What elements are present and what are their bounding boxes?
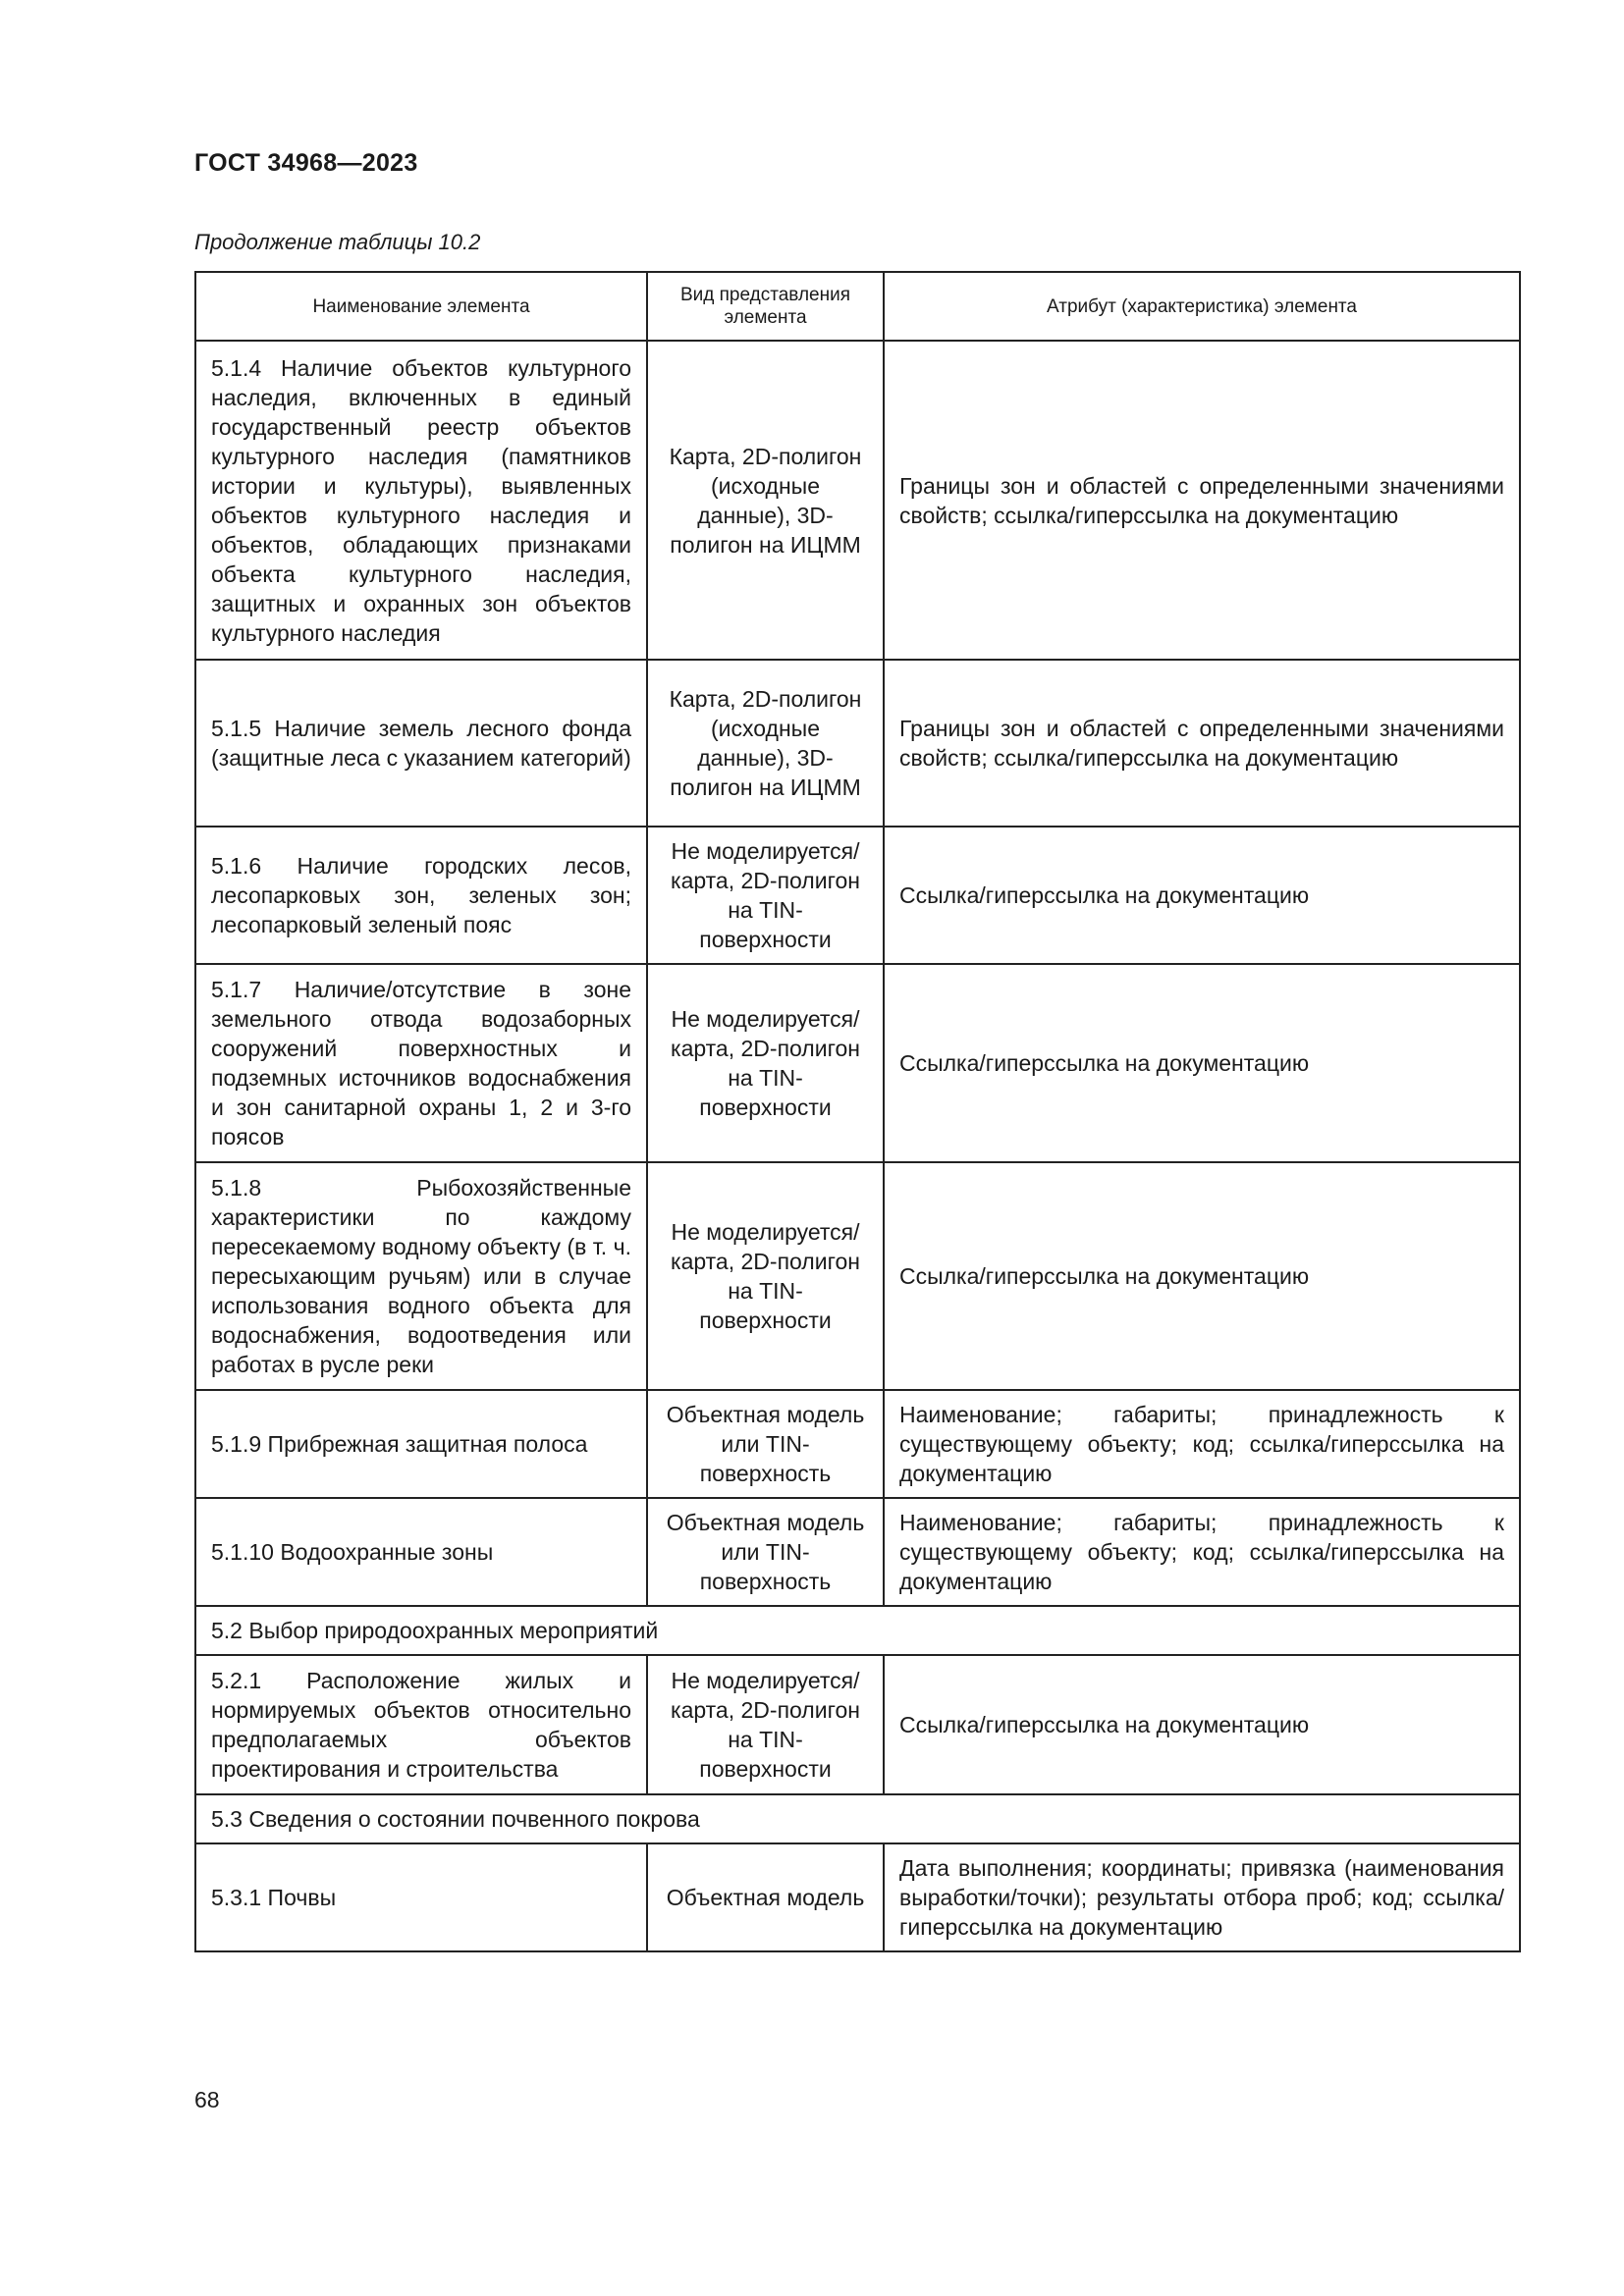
element-view-cell: Карта, 2D-полигон (исходные данные), 3D-полигон на ИЦММ [647, 341, 884, 660]
table-section-row [195, 1606, 1520, 1655]
element-view-cell: Карта, 2D-полигон (исходные данные), 3D-полигон на ИЦММ [647, 660, 884, 827]
table-header-row [195, 272, 1520, 341]
element-name-cell: 5.1.4 Наличие объектов культурного наследия, включенных в единый государственный реестр объектов культурного наследия (памятников истории и культуры), выявленных объектов культурного наследия и объектов, обладающих признаками объекта культурного наследия, защитных и охранных зон объектов культурного наследия [195, 341, 647, 660]
element-view-cell: Объектная модель или TIN-поверхность [647, 1390, 884, 1498]
element-attribute-cell: Ссылка/гиперссылка на документацию [884, 1162, 1520, 1390]
element-attribute-cell: Ссылка/гиперссылка на документацию [884, 827, 1520, 964]
element-attribute-cell: Границы зон и областей с определенными значениями свойств; ссылка/гиперссылка на документацию [884, 341, 1520, 660]
table-caption: Продолжение таблицы 10.2 [194, 230, 481, 254]
element-name-cell: 5.2.1 Расположение жилых и нормируемых объектов относительно предполагаемых объектов проектирования и строительства [195, 1655, 647, 1794]
document-title: ГОСТ 34968—2023 [194, 149, 418, 177]
section-heading: 5.2 Выбор природоохранных мероприятий [195, 1606, 1520, 1655]
element-attribute-cell: Дата выполнения; координаты; привязка (наименования выработки/точки); результаты отбора проб; код; ссылка/гиперссылка на документацию [884, 1843, 1520, 1951]
element-name-cell: 5.1.9 Прибрежная защитная полоса [195, 1390, 647, 1498]
element-view-cell: Объектная модель [647, 1843, 884, 1951]
element-table [194, 271, 1521, 1952]
element-name-cell: 5.1.8 Рыбохозяйственные характеристики по каждому пересекаемому водному объекту (в т. ч. пересыхающим ручьям) или в случае использования водного объекта для водоснабжения, водоотведения или работах в русле реки [195, 1162, 647, 1390]
element-attribute-cell: Наименование; габариты; принадлежность к существующему объекту; код; ссылка/гиперссылка на документацию [884, 1390, 1520, 1498]
element-attribute-cell: Ссылка/гиперссылка на документацию [884, 1655, 1520, 1794]
element-view-cell: Не моделируется/карта, 2D-полигон на TIN-поверхности [647, 1655, 884, 1794]
element-view-cell: Не моделируется/карта, 2D-полигон на TIN-поверхности [647, 827, 884, 964]
element-name-cell: 5.1.7 Наличие/отсутствие в зоне земельного отвода водозаборных сооружений поверхностных и подземных источников водоснабжения и зон санитарной охраны 1, 2 и 3-го поясов [195, 964, 647, 1162]
element-name-cell: 5.1.10 Водоохранные зоны [195, 1498, 647, 1606]
element-name-cell: 5.1.6 Наличие городских лесов, лесопарковых зон, зеленых зон; лесопарковый зеленый пояс [195, 827, 647, 964]
column-header-attribute: Атрибут (характеристика) элемента [884, 272, 1520, 341]
column-header-name: Наименование элемента [195, 272, 647, 341]
table-row [195, 660, 1520, 827]
element-name-cell: 5.1.5 Наличие земель лесного фонда (защитные леса с указанием категорий) [195, 660, 647, 827]
element-attribute-cell: Ссылка/гиперссылка на документацию [884, 964, 1520, 1162]
column-header-view: Вид представления элемента [647, 272, 884, 341]
section-heading: 5.3 Сведения о состоянии почвенного покрова [195, 1794, 1520, 1843]
element-view-cell: Не моделируется/карта, 2D-полигон на TIN-поверхности [647, 964, 884, 1162]
table-section-row [195, 1794, 1520, 1843]
table-row [195, 1162, 1520, 1390]
table-row [195, 341, 1520, 660]
element-attribute-cell: Наименование; габариты; принадлежность к существующему объекту; код; ссылка/гиперссылка на документацию [884, 1498, 1520, 1606]
element-view-cell: Не моделируется/карта, 2D-полигон на TIN-поверхности [647, 1162, 884, 1390]
page-number: 68 [194, 2087, 220, 2112]
table-row [195, 1390, 1520, 1498]
table-row [195, 1498, 1520, 1606]
element-view-cell: Объектная модель или TIN-поверхность [647, 1498, 884, 1606]
table-row [195, 964, 1520, 1162]
table-row [195, 1655, 1520, 1794]
table-row [195, 1843, 1520, 1951]
element-attribute-cell: Границы зон и областей с определенными значениями свойств; ссылка/гиперссылка на документацию [884, 660, 1520, 827]
element-name-cell: 5.3.1 Почвы [195, 1843, 647, 1951]
table-row [195, 827, 1520, 964]
